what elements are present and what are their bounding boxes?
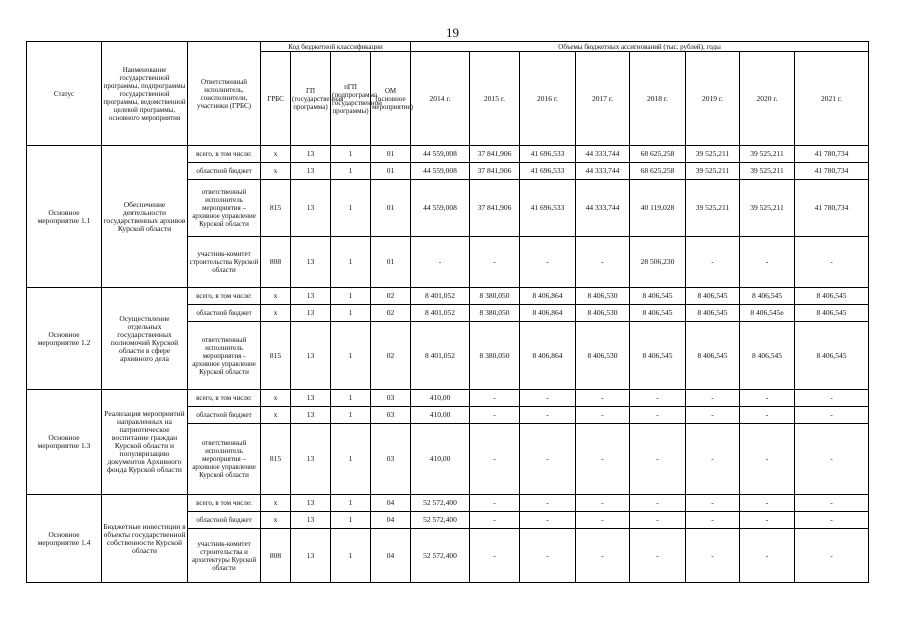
amount-cell: 44 559,008 [411,146,470,163]
grbs-cell: 815 [261,424,291,495]
amount-cell: - [520,237,576,288]
amount-cell: - [576,529,630,583]
pgp-cell: 1 [331,512,371,529]
amount-cell: - [795,495,869,512]
om-cell: 01 [371,146,411,163]
amount-cell: 8 401,052 [411,305,470,322]
amount-cell: - [576,390,630,407]
amount-cell: - [576,495,630,512]
header-executor: Ответственный исполнитель, соисполнители, участники (ГРБС) [188,42,261,146]
funding-source-cell: ответственный исполнитель мероприятия – архивное управление Курской области [188,424,261,495]
amount-cell: - [795,512,869,529]
amount-cell: - [470,407,520,424]
amount-cell: 52 572,400 [411,529,470,583]
funding-source-cell: участник-комитет строительства Курской области [188,237,261,288]
amount-cell: 41 696,533 [520,180,576,237]
amount-cell: 40 119,028 [630,180,686,237]
amount-cell: 28 506,230 [630,237,686,288]
amount-cell: 39 525,211 [740,146,795,163]
amount-cell: 68 625,258 [630,146,686,163]
amount-cell: - [470,512,520,529]
amount-cell: 44 333,744 [576,163,630,180]
amount-cell: 8 406,545 [795,288,869,305]
amount-cell: - [686,512,740,529]
amount-cell: 410,00 [411,390,470,407]
gp-cell: 13 [291,407,331,424]
amount-cell: 8 406,530 [576,322,630,390]
header-year: 2015 г. [470,52,520,146]
funding-source-cell: всего, в том числе: [188,288,261,305]
amount-cell: 8 406,545е [740,305,795,322]
pgp-cell: 1 [331,495,371,512]
amount-cell: - [576,237,630,288]
amount-cell: - [686,529,740,583]
amount-cell: 410,00 [411,424,470,495]
activity-name-cell: Осуществление отдельных государственных полномочий Курской области в сфере архивного дела [102,288,188,390]
pgp-cell: 1 [331,424,371,495]
grbs-cell: х [261,163,291,180]
amount-cell: 8 406,545 [686,322,740,390]
amount-cell: - [470,424,520,495]
amount-cell: 8 406,545 [630,288,686,305]
gp-cell: 13 [291,529,331,583]
amount-cell: - [520,512,576,529]
amount-cell: 41 780,734 [795,180,869,237]
amount-cell: - [795,529,869,583]
amount-cell: - [630,512,686,529]
grbs-cell: 815 [261,322,291,390]
pgp-cell: 1 [331,529,371,583]
om-cell: 03 [371,424,411,495]
gp-cell: 13 [291,180,331,237]
amount-cell: 52 572,400 [411,495,470,512]
om-cell: 04 [371,529,411,583]
grbs-cell: 815 [261,180,291,237]
header-year: 2017 г. [576,52,630,146]
amount-cell: - [520,407,576,424]
amount-cell: - [795,407,869,424]
gp-cell: 13 [291,305,331,322]
amount-cell: 39 525,211 [686,163,740,180]
amount-cell: 37 841,906 [470,146,520,163]
gp-cell: 13 [291,495,331,512]
table-row [27,146,869,163]
amount-cell: 44 333,744 [576,146,630,163]
status-cell: Основное мероприятие 1.2 [27,288,102,390]
om-cell: 03 [371,407,411,424]
amount-cell: 8 380,050 [470,288,520,305]
pgp-cell: 1 [331,390,371,407]
amount-cell: - [740,407,795,424]
funding-source-cell: областной бюджет [188,512,261,529]
funding-source-cell: ответственный исполнитель мероприятия - архивное управление Курской области [188,322,261,390]
amount-cell: 410,00 [411,407,470,424]
amount-cell: 41 696,533 [520,146,576,163]
amount-cell: 8 406,530 [576,305,630,322]
pgp-cell: 1 [331,180,371,237]
activity-name-cell: Реализация мероприятий направленных на патриотическое воспитание граждан Курской области и популяризацию документов Архивного фонда Курской области [102,390,188,495]
funding-source-cell: областной бюджет [188,407,261,424]
amount-cell: - [470,237,520,288]
header-code-group: Код бюджетной классификации [261,42,411,52]
amount-cell: - [795,424,869,495]
amount-cell: 8 406,545 [795,322,869,390]
amount-cell: - [576,424,630,495]
amount-cell: 8 406,545 [686,305,740,322]
amount-cell: - [576,512,630,529]
pgp-cell: 1 [331,288,371,305]
amount-cell: 8 406,864 [520,322,576,390]
activity-name-cell: Бюджетные инвестиции в объекты государственной собственности Курской области [102,495,188,583]
grbs-cell: х [261,390,291,407]
amount-cell: 41 780,734 [795,163,869,180]
amount-cell: 8 406,864 [520,288,576,305]
amount-cell: - [740,529,795,583]
amount-cell: - [630,529,686,583]
amount-cell: - [470,390,520,407]
gp-cell: 13 [291,390,331,407]
status-cell: Основное мероприятие 1.4 [27,495,102,583]
grbs-cell: х [261,146,291,163]
om-cell: 02 [371,322,411,390]
amount-cell: - [520,529,576,583]
header-grbs: ГРБС [261,52,291,146]
page-number: 19 [446,25,459,40]
funding-source-cell: всего, в том числе: [188,390,261,407]
amount-cell: 8 406,545 [630,322,686,390]
amount-cell: - [740,512,795,529]
om-cell: 01 [371,180,411,237]
header-om: ОМ (основное мероприятие) [371,52,411,146]
header-year: 2021 г. [795,52,869,146]
grbs-cell: 808 [261,529,291,583]
om-cell: 01 [371,237,411,288]
header-status: Статус [27,42,102,146]
gp-cell: 13 [291,146,331,163]
amount-cell: - [576,407,630,424]
amount-cell: 8 406,545 [740,288,795,305]
gp-cell: 13 [291,163,331,180]
header-year: 2019 г. [686,52,740,146]
funding-source-cell: областной бюджет [188,305,261,322]
amount-cell: 44 559,008 [411,180,470,237]
amount-cell: 8 401,052 [411,322,470,390]
header-year: 2016 г. [520,52,576,146]
amount-cell: - [520,390,576,407]
header-year: 2018 г. [630,52,686,146]
amount-cell: 44 559,008 [411,163,470,180]
grbs-cell: х [261,512,291,529]
amount-cell: 37 841,906 [470,163,520,180]
funding-source-cell: участник-комитет строительства и архитектуры Курской области [188,529,261,583]
amount-cell: - [795,237,869,288]
amount-cell: - [470,529,520,583]
gp-cell: 13 [291,288,331,305]
amount-cell: - [686,495,740,512]
amount-cell: - [740,390,795,407]
pgp-cell: 1 [331,163,371,180]
amount-cell: 8 406,545 [740,322,795,390]
amount-cell: - [740,495,795,512]
pgp-cell: 1 [331,237,371,288]
gp-cell: 13 [291,237,331,288]
amount-cell: - [795,390,869,407]
amount-cell: - [686,237,740,288]
amount-cell: - [520,495,576,512]
pgp-cell: 1 [331,146,371,163]
table-row [27,495,869,512]
amount-cell: 8 406,530 [576,288,630,305]
pgp-cell: 1 [331,322,371,390]
amount-cell: 52 572,400 [411,512,470,529]
amount-cell: 8 406,545 [630,305,686,322]
amount-cell: 39 525,211 [686,180,740,237]
table-body [27,146,869,583]
status-cell: Основное мероприятие 1.1 [27,146,102,288]
amount-cell: - [520,424,576,495]
amount-cell: - [740,237,795,288]
amount-cell: - [740,424,795,495]
om-cell: 01 [371,163,411,180]
amount-cell: 8 380,050 [470,322,520,390]
amount-cell: - [630,424,686,495]
amount-cell: 68 625,258 [630,163,686,180]
header-gp: ГП (государственная программа) [291,52,331,146]
funding-source-cell: всего, в том числе: [188,146,261,163]
amount-cell: 39 525,211 [740,163,795,180]
om-cell: 04 [371,512,411,529]
amount-cell: 37 841,906 [470,180,520,237]
amount-cell: 8 406,545 [795,305,869,322]
grbs-cell: х [261,495,291,512]
funding-source-cell: ответственный исполнитель мероприятия – архивное управление Курской области [188,180,261,237]
amount-cell: - [686,424,740,495]
amount-cell: - [686,390,740,407]
header-year: 2020 г. [740,52,795,146]
header-year: 2014 г. [411,52,470,146]
gp-cell: 13 [291,322,331,390]
amount-cell: - [630,390,686,407]
amount-cell: - [630,407,686,424]
amount-cell: 8 406,545 [686,288,740,305]
amount-cell: - [470,495,520,512]
amount-cell: 41 696,533 [520,163,576,180]
funding-source-cell: областной бюджет [188,163,261,180]
funding-source-cell: всего, в том числе: [188,495,261,512]
pgp-cell: 1 [331,305,371,322]
amount-cell: 44 333,744 [576,180,630,237]
amount-cell: 8 380,050 [470,305,520,322]
om-cell: 02 [371,305,411,322]
table-row [27,390,869,407]
gp-cell: 13 [291,424,331,495]
pgp-cell: 1 [331,407,371,424]
grbs-cell: 808 [261,237,291,288]
amount-cell: 8 406,864 [520,305,576,322]
status-cell: Основное мероприятие 1.3 [27,390,102,495]
header-amounts-group: Объемы бюджетных ассигнований (тыс. рублей), годы [411,42,869,52]
table-row [27,288,869,305]
om-cell: 04 [371,495,411,512]
amount-cell: 39 525,211 [740,180,795,237]
om-cell: 03 [371,390,411,407]
activity-name-cell: Обеспечение деятельности государственных архивов Курской области [102,146,188,288]
grbs-cell: х [261,407,291,424]
grbs-cell: х [261,305,291,322]
grbs-cell: х [261,288,291,305]
amount-cell: - [630,495,686,512]
budget-allocation-table [26,41,869,583]
amount-cell: 41 780,734 [795,146,869,163]
amount-cell: 8 401,052 [411,288,470,305]
header-name: Наименование государственной программы, подпрограммы государственной программы, ведомственной целевой программы, основного мероприятия [102,42,188,146]
om-cell: 02 [371,288,411,305]
amount-cell: - [686,407,740,424]
gp-cell: 13 [291,512,331,529]
amount-cell: 39 525,211 [686,146,740,163]
header-pgp: пГП (подпрограмма государственной программы) [331,52,371,146]
amount-cell: - [411,237,470,288]
